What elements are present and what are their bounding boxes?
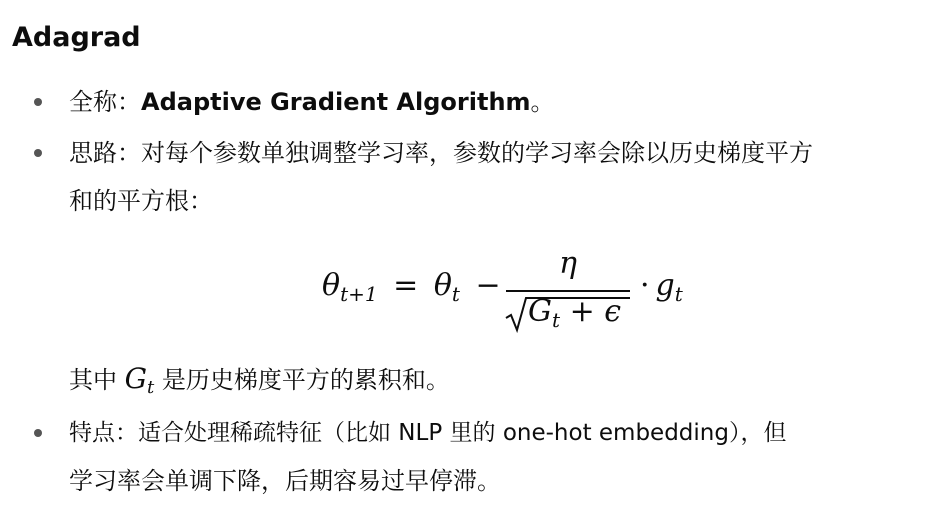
formula-equals: = (393, 268, 419, 303)
bullet-dot-3 (34, 429, 42, 437)
formula-dot: · (640, 268, 650, 303)
formula-minus: − (475, 268, 501, 303)
note-prefix: 其中 (69, 366, 117, 394)
formula-g-sub: t (674, 282, 683, 306)
formula-g: g (655, 268, 675, 303)
bullet-1-label: 全称： (69, 88, 141, 116)
bullet-1-end: 。 (530, 88, 555, 116)
formula-plus-epsilon: + ϵ (569, 294, 622, 329)
formula-theta: θ (322, 268, 341, 303)
bullet-dot-2 (34, 149, 42, 157)
bullet-3-line-2: 学习率会单调下降，后期容易过早停滞。 (69, 467, 501, 495)
formula-lhs (322, 268, 501, 306)
note-suffix: 是历史梯度平方的累积和。 (161, 366, 450, 394)
formula-sub-t1: t+1 (340, 282, 378, 306)
formula-rhs (640, 268, 683, 306)
formula-theta-2: θ (433, 268, 452, 303)
bullet-2-line-2: 和的平方根： (69, 187, 213, 215)
formula-fraction (504, 246, 632, 336)
formula-numerator: η (559, 246, 577, 281)
section-title: Adagrad (12, 22, 141, 53)
bullet-1-text (69, 84, 555, 120)
formula-note (69, 361, 450, 401)
denominator-text (528, 294, 622, 332)
bullet-dot-1 (34, 98, 42, 106)
note-G: G (124, 362, 148, 395)
bullet-1-value: Adaptive Gradient Algorithm (141, 88, 531, 116)
note-G-sub: t (147, 377, 155, 398)
bullet-3-line-1: 特点：适合处理稀疏特征（比如 NLP 里的 one-hot embedding），但 (69, 420, 787, 446)
formula-denominator (504, 292, 632, 332)
formula-G: G (528, 294, 552, 329)
formula-G-sub: t (551, 308, 561, 332)
formula-sub-t: t (451, 282, 460, 306)
bullet-2-line-1: 思路：对每个参数单独调整学习率，参数的学习率会除以历史梯度平方 (69, 139, 813, 167)
